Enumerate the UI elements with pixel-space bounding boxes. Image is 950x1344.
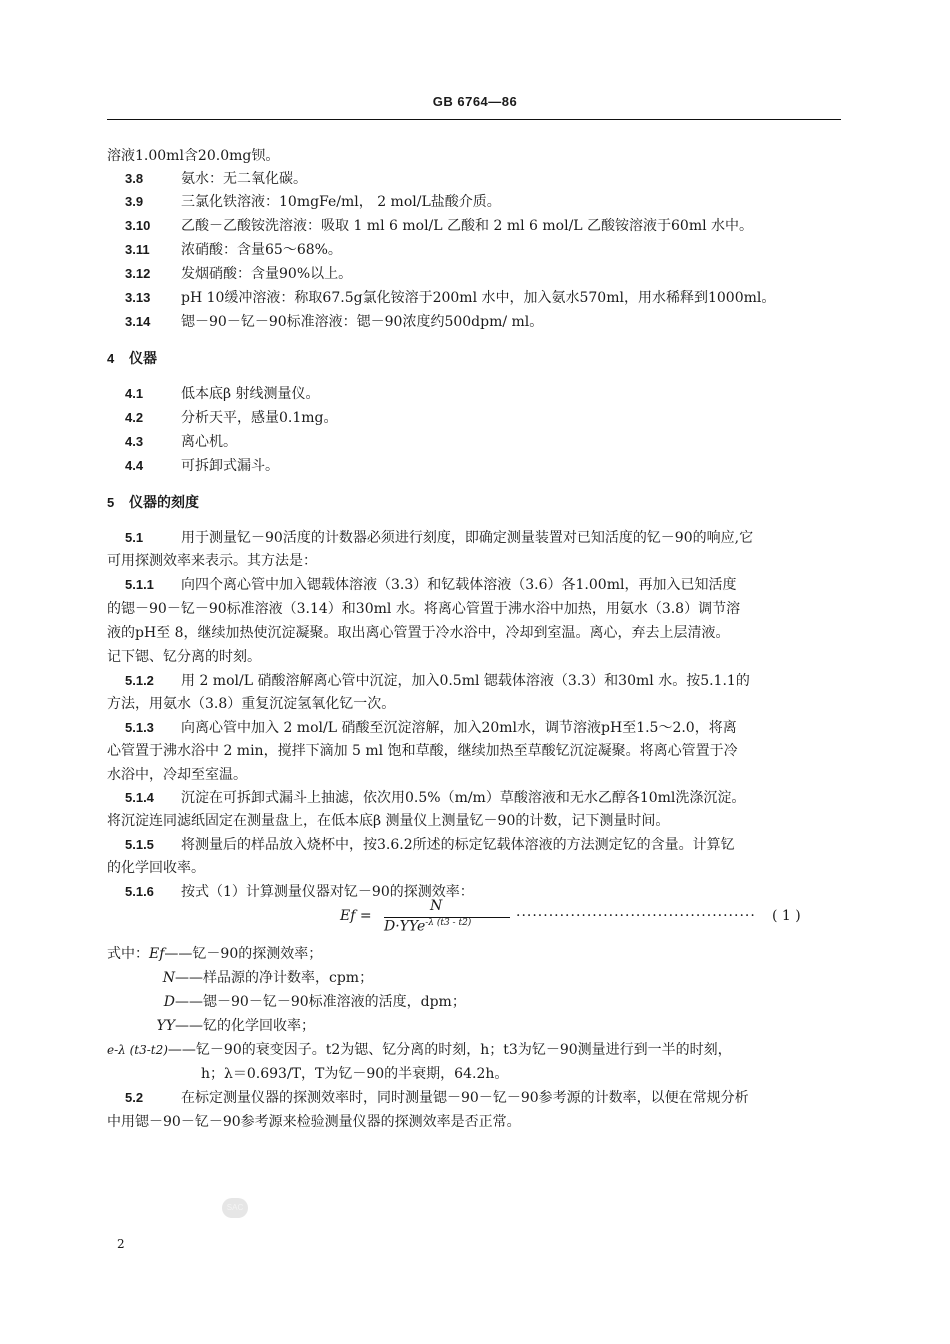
clause-number: 5.1.1 (125, 577, 154, 592)
definition-symbol: N (162, 970, 175, 986)
clause-5-1-1-cont (107, 599, 841, 619)
clause-text: 水浴中，冷却至室温。 (107, 767, 247, 783)
clause-number: 3.13 (125, 290, 151, 305)
clause-3-8 (107, 169, 841, 189)
clause-4-1 (107, 384, 841, 404)
equation-number: ( 1 ) (772, 908, 801, 924)
clause-5-1-4 (107, 788, 841, 808)
clause-4-3 (107, 432, 841, 452)
clause-5-1-1-cont (107, 647, 841, 667)
definition-text: ——钇－90的探测效率； (164, 946, 323, 962)
watermark-stamp: SAC (222, 1198, 248, 1218)
formula-lhs: Ef = (340, 908, 372, 924)
page-number: 2 (117, 1237, 125, 1251)
clause-number: 5.1.5 (125, 837, 154, 852)
clause-number: 5.1.6 (125, 884, 154, 899)
definition-4 (107, 1016, 841, 1036)
line-text: 溶液1.00ml含20.0mg钡。 (107, 148, 280, 164)
denominator-base: D·YYe (384, 918, 426, 935)
definition-text: h；λ＝0.693/T，T为钇－90的半衰期，64.2h。 (201, 1066, 509, 1082)
clause-text: 用于测量钇－90活度的计数器必须进行刻度，即确定测量装置对已知活度的钇－90的响应,它 (181, 530, 754, 546)
clause-text: 乙酸－乙酸铵洗溶液：吸取 1 ml 6 mol/L 乙酸和 2 ml 6 mol/L 乙酸铵溶液于60ml 水中。 (181, 218, 754, 234)
clause-5-1-5-cont (107, 858, 841, 878)
clause-number: 4.3 (125, 434, 144, 449)
clause-text: 将测量后的样品放入烧杯中，按3.6.2所述的标定钇载体溶液的方法测定钇的含量。计算钇 (181, 837, 735, 853)
clause-text: 分析天平，感量0.1mg。 (181, 410, 338, 426)
clause-number: 3.11 (125, 242, 150, 257)
clause-5-1-4-cont (107, 811, 841, 831)
clause-5-1-cont (107, 551, 841, 571)
definition-text: ——样品源的净计数率，cpm； (175, 970, 374, 986)
clause-5-1-3 (107, 718, 841, 738)
clause-number: 3.14 (125, 314, 151, 329)
clause-number: 5.1.3 (125, 720, 154, 735)
clause-text: 向离心管中加入 2 mol/L 硝酸至沉淀溶解，加入20ml水，调节溶液pH至1.5～2.0，将离 (181, 720, 737, 736)
section-number: 5 (107, 495, 115, 510)
clause-text: 向四个离心管中加入锶载体溶液（3.3）和钇载体溶液（3.6）各1.00ml，再加入已知活度 (181, 577, 737, 593)
clause-number: 5.1 (125, 530, 144, 545)
definition-text: ——钇的化学回收率； (175, 1018, 315, 1034)
clause-text: 可拆卸式漏斗。 (181, 458, 279, 474)
clause-text: 方法，用氨水（3.8）重复沉淀氢氧化钇一次。 (107, 696, 396, 712)
section-title: 仪器的刻度 (129, 494, 199, 510)
clause-number: 3.12 (125, 266, 151, 281)
clause-5-1-5 (107, 835, 841, 855)
clause-number: 3.9 (125, 194, 144, 209)
clause-text: 记下锶、钇分离的时刻。 (107, 649, 261, 665)
definition-text: ——钇－90的衰变因子。t2为锶、钇分离的时刻，h；t3为钇－90测量进行到一半的时刻， (167, 1042, 732, 1058)
efficiency-formula (340, 898, 820, 938)
clause-text: 低本底β 射线测量仪。 (181, 386, 320, 402)
definition-symbol: YY (156, 1018, 175, 1034)
clause-text: 中用锶－90－钇－90参考源来检验测量仪器的探测效率是否正常。 (107, 1114, 521, 1130)
section-heading-4 (107, 348, 841, 369)
clause-number: 4.2 (125, 410, 144, 425)
section-number: 4 (107, 351, 115, 366)
definition-text: ——锶－90－钇－90标准溶液的活度，dpm； (175, 994, 466, 1010)
clause-text: 的锶－90－钇－90标准溶液（3.14）和30ml 水。将离心管置于沸水浴中加热，用氨水（3.8）调节溶 (107, 601, 741, 617)
clause-3-12 (107, 264, 841, 284)
section-heading-5 (107, 492, 841, 513)
clause-text: 可用探测效率来表示。其方法是： (107, 553, 317, 569)
clause-number: 5.2 (125, 1090, 144, 1105)
clause-3-14 (107, 312, 841, 332)
clause-text: 锶－90－钇－90标准溶液：锶－90浓度约500dpm/ ml。 (181, 314, 544, 330)
definition-symbol: e-λ (t3-t2) (107, 1043, 168, 1057)
definition-2 (107, 968, 841, 988)
clause-4-2 (107, 408, 841, 428)
clause-5-1-1 (107, 575, 841, 595)
clause-text: 将沉淀连同滤纸固定在测量盘上，在低本底β 测量仪上测量钇－90的计数，记下测量时间。 (107, 813, 670, 829)
clause-text: 离心机。 (181, 434, 237, 450)
clause-number: 5.1.4 (125, 790, 154, 805)
clause-text: 心管置于沸水浴中 2 min，搅拌下滴加 5 ml 饱和草酸，继续加热至草酸钇沉淀凝聚。将离心管置于冷 (107, 743, 738, 759)
text-line (107, 146, 841, 166)
clause-number: 4.4 (125, 458, 144, 473)
clause-text: pH 10缓冲溶液：称取67.5g氯化铵溶于200ml 水中，加入氨水570ml，用水稀释到1000ml。 (181, 290, 776, 306)
formula-denominator (384, 918, 471, 935)
clause-3-11 (107, 240, 841, 260)
denominator-exponent: -λ (t3 - t2) (425, 918, 472, 928)
clause-text: 浓硝酸：含量65～68%。 (181, 242, 342, 258)
clause-5-2-cont (107, 1112, 841, 1132)
clause-3-13 (107, 288, 841, 308)
clause-text: 的化学回收率。 (107, 860, 205, 876)
clause-3-9 (107, 192, 841, 212)
clause-text: 沉淀在可拆卸式漏斗上抽滤，依次用0.5%（m/m）草酸溶液和无水乙醇各10ml洗涤沉淀。 (181, 790, 746, 806)
clause-4-4 (107, 456, 841, 476)
definitions-intro: 式中： (107, 946, 149, 962)
clause-text: 用 2 mol/L 硝酸溶解离心管中沉淀，加入0.5ml 锶载体溶液（3.3）和30ml 水。按5.1.1的 (181, 673, 750, 689)
clause-5-1-3-cont (107, 741, 841, 761)
clause-5-1-1-cont (107, 623, 841, 643)
clause-text: 发烟硝酸：含量90%以上。 (181, 266, 353, 282)
clause-number: 4.1 (125, 386, 144, 401)
clause-5-1-2-cont (107, 694, 841, 714)
clause-text: 氨水：无二氧化碳。 (181, 171, 307, 187)
definition-5-cont (107, 1064, 841, 1084)
clause-5-1-2 (107, 671, 841, 691)
clause-text: 三氯化铁溶液：10mgFe/ml， 2 mol/L盐酸介质。 (181, 194, 501, 210)
definition-symbol: D (163, 994, 175, 1010)
definition-symbol: Ef (149, 946, 165, 962)
standard-code: GB 6764—86 (432, 94, 518, 109)
clause-3-10 (107, 216, 841, 236)
definition-1 (107, 944, 841, 964)
formula-numerator: N (430, 898, 443, 914)
clause-number: 3.10 (125, 218, 151, 233)
clause-5-1-3-cont (107, 765, 841, 785)
clause-5-2 (107, 1088, 841, 1108)
section-title: 仪器 (129, 350, 157, 366)
leader-dots: ············································ (516, 908, 756, 924)
clause-number: 5.1.2 (125, 673, 154, 688)
definition-5 (107, 1040, 841, 1060)
clause-text: 液的pH至 8，继续加热使沉淀凝聚。取出离心管置于冷水浴中，冷却到室温。离心，弃去上层清液。 (107, 625, 730, 641)
definition-3 (107, 992, 841, 1012)
clause-text: 在标定测量仪器的探测效率时，同时测量锶－90－钇－90参考源的计数率，以便在常规分析 (181, 1090, 749, 1106)
clause-text: 按式（1）计算测量仪器对钇－90的探测效率： (181, 884, 474, 900)
header-rule (107, 119, 841, 120)
clause-5-1 (107, 528, 841, 548)
clause-number: 3.8 (125, 171, 144, 186)
